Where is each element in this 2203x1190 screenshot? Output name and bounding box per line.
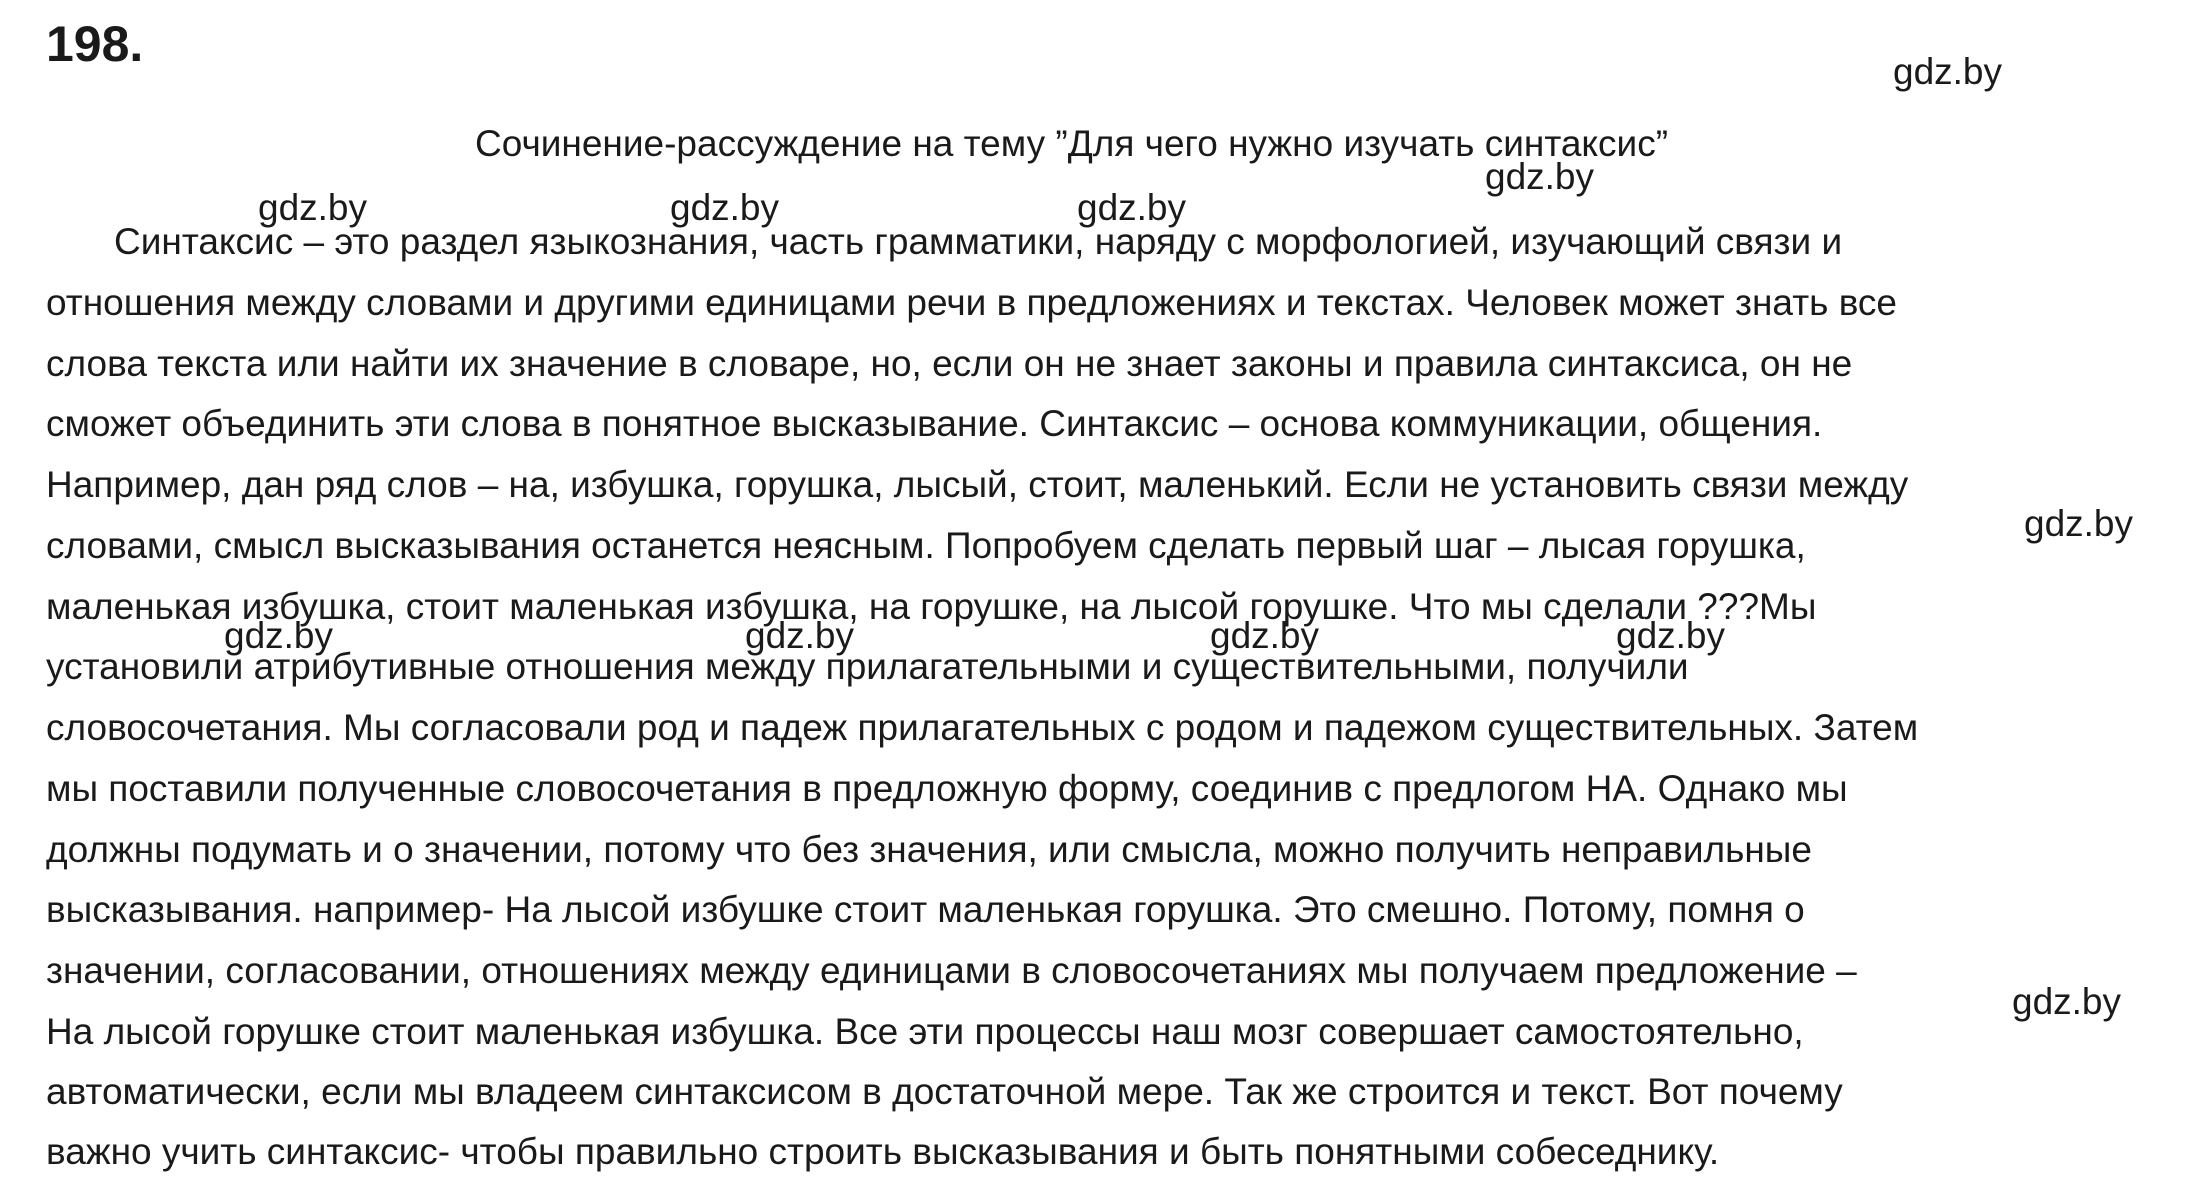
exercise-number: 198. xyxy=(46,16,144,72)
text-line: словосочетания. Мы согласовали род и падеж прилагательных с родом и падежом существительных. Затем xyxy=(46,707,1919,748)
watermark: gdz.by xyxy=(1077,187,1187,228)
text-line: мы поставили полученные словосочетания в предложную форму, соединив с предлогом НА. Однако мы xyxy=(46,768,1848,809)
text-line: словами, смысл высказывания останется неясным. Попробуем сделать первый шаг – лысая горушка, xyxy=(46,525,1806,566)
watermark: gdz.by xyxy=(1893,51,2003,92)
text-line: высказывания. например- На лысой избушке стоит маленькая горушка. Это смешно. Потому, помня о xyxy=(46,889,1805,930)
text-line: Например, дан ряд слов – на, избушка, горушка, лысый, стоит, маленький. Если не установить связи между xyxy=(46,464,1909,505)
text-line: должны подумать и о значении, потому что без значения, или смысла, можно получить неправильные xyxy=(46,829,1812,870)
watermark: gdz.by xyxy=(224,615,334,656)
text-line: важно учить синтаксис- чтобы правильно строить высказывания и быть понятными собеседнику. xyxy=(46,1131,1720,1172)
text-line: значении, согласовании, отношениях между единицами в словосочетаниях мы получаем предложение – xyxy=(46,950,1857,991)
watermark: gdz.by xyxy=(1616,615,1726,656)
text-line: отношения между словами и другими единицами речи в предложениях и текстах. Человек может знать все xyxy=(46,282,1898,323)
text-line: Синтаксис – это раздел языкознания, часть грамматики, наряду с морфологией, изучающий связи и xyxy=(114,221,1843,262)
text-line: маленькая избушка, стоит маленькая избушка, на горушке, на лысой горушке. Что мы сделали ???Мы xyxy=(46,586,1817,627)
essay-title: Сочинение-рассуждение на тему ”Для чего нужно изучать синтаксис” xyxy=(474,123,1669,164)
text-line: На лысой горушке стоит маленькая избушка. Все эти процессы наш мозг совершает самостоятельно, xyxy=(46,1011,1804,1052)
watermark: gdz.by xyxy=(258,187,368,228)
text-line: сможет объединить эти слова в понятное высказывание. Синтаксис – основа коммуникации, общения. xyxy=(46,403,1823,444)
watermark: gdz.by xyxy=(2024,503,2134,544)
watermark: gdz.by xyxy=(2012,981,2122,1022)
text-line: слова текста или найти их значение в словаре, но, если он не знает законы и правила синтаксиса, он не xyxy=(46,343,1853,384)
watermark: gdz.by xyxy=(745,615,855,656)
text-line: автоматически, если мы владеем синтаксисом в достаточной мере. Так же строится и текст. Вот почему xyxy=(46,1071,1843,1112)
watermark: gdz.by xyxy=(670,187,780,228)
text-line: установили атрибутивные отношения между прилагательными и существительными, получили xyxy=(46,646,1689,687)
watermark: gdz.by xyxy=(1485,156,1595,197)
watermark: gdz.by xyxy=(1210,615,1320,656)
